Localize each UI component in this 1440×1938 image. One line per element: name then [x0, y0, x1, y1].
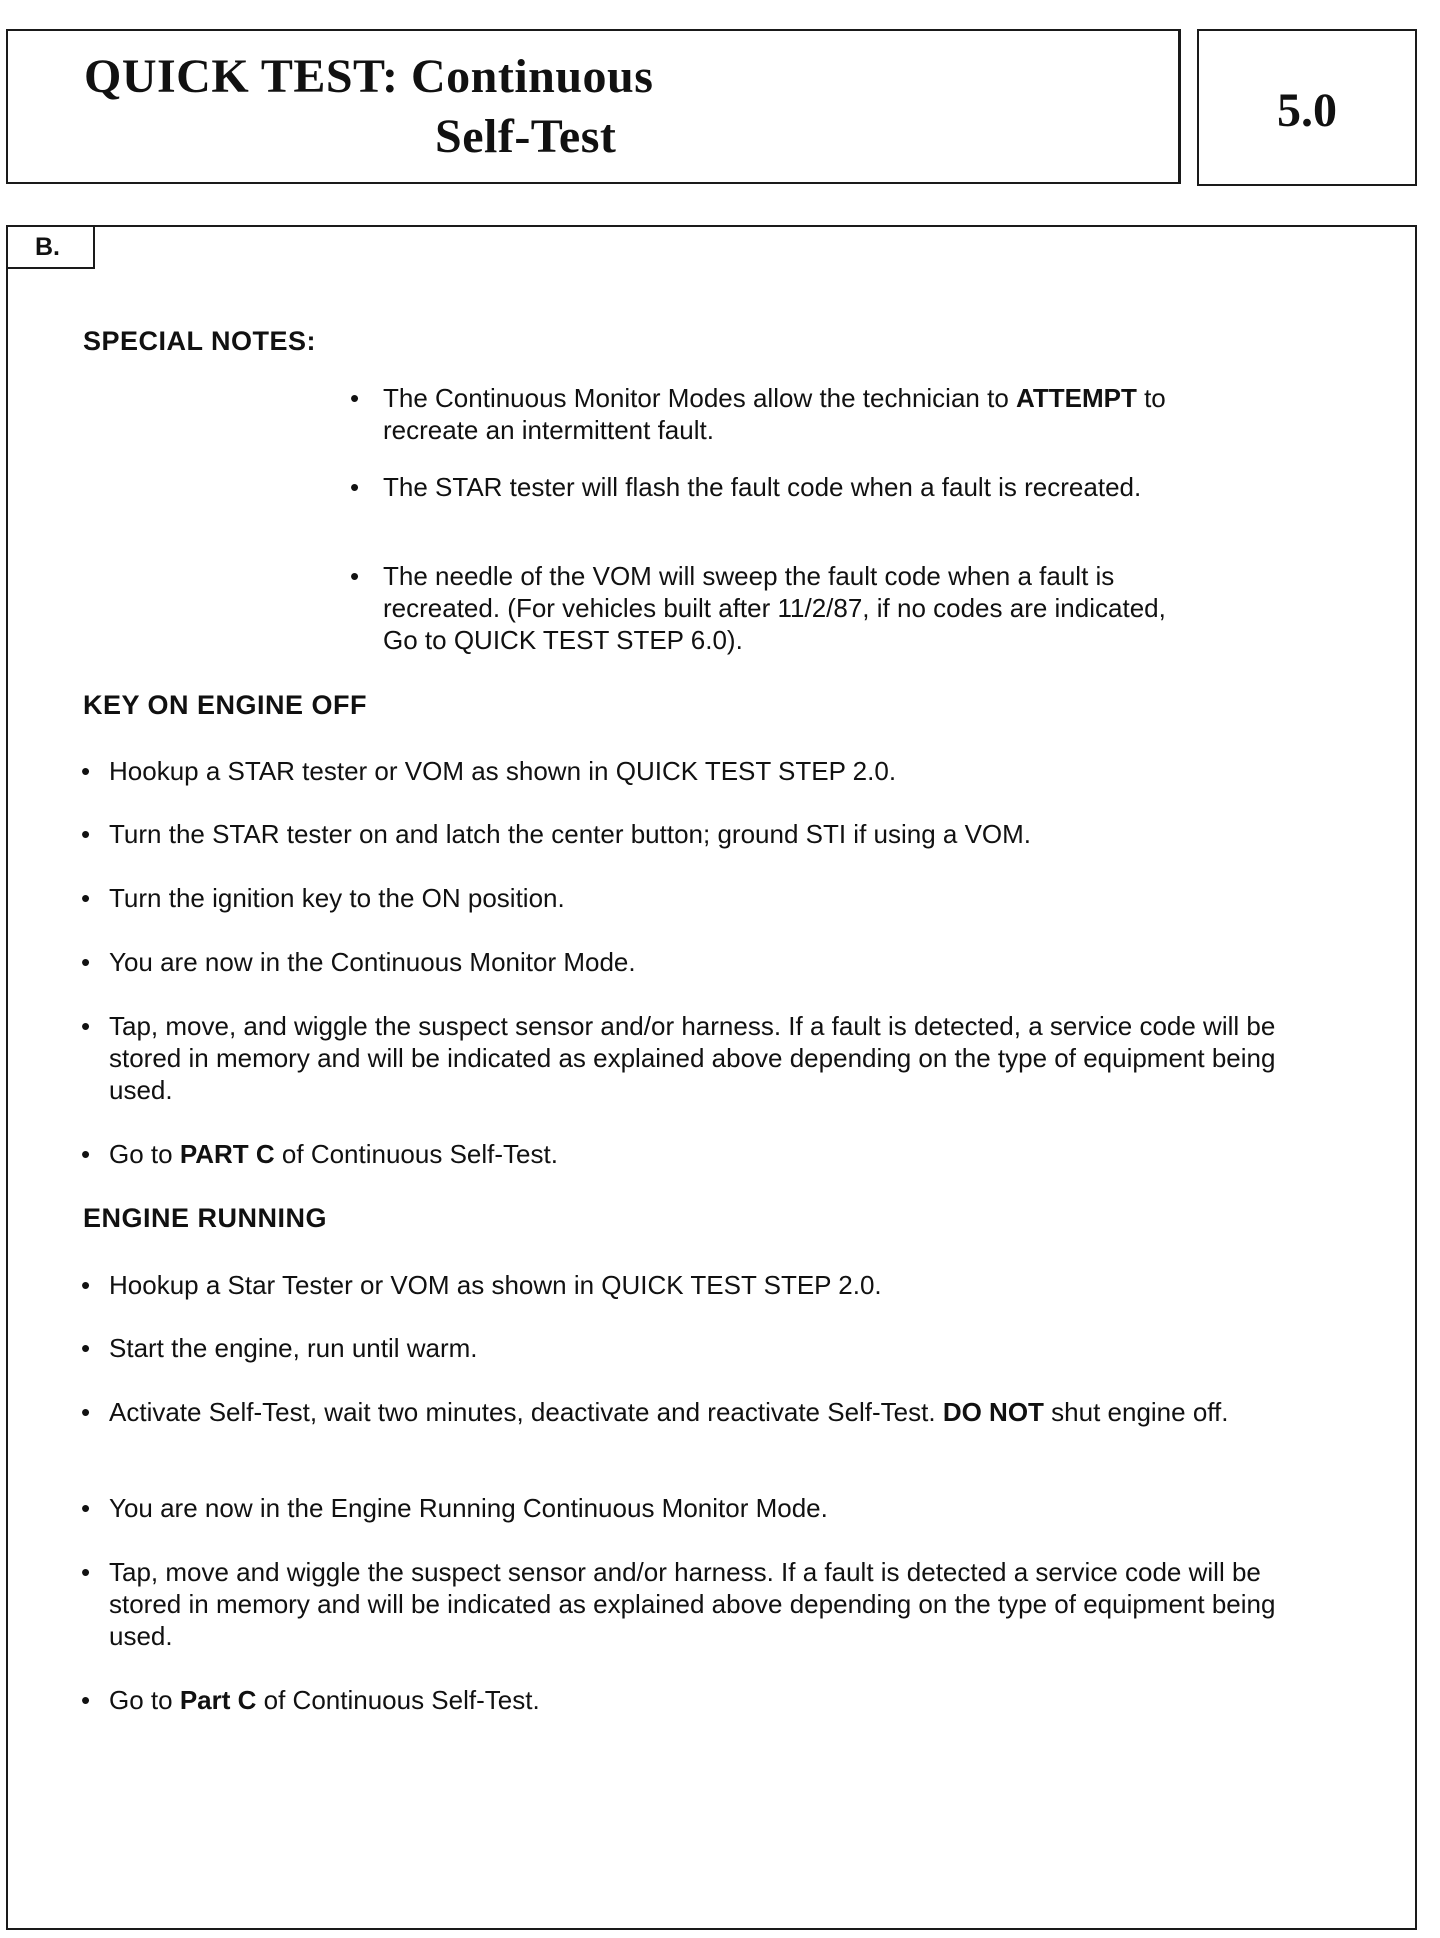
bullet-icon: • [81, 819, 91, 849]
list-item: • Go to PART C of Continuous Self-Test. [81, 1139, 558, 1169]
special-note: • The STAR tester will flash the fault code when a fault is recreated. [350, 472, 1142, 502]
bullet-icon: • [81, 883, 91, 913]
engine-running-heading: ENGINE RUNNING [83, 1203, 328, 1233]
list-item: • Turn the ignition key to the ON position. [81, 883, 565, 913]
section-tag: B. [6, 225, 95, 269]
bullet-icon: • [350, 561, 360, 591]
bullet-icon: • [81, 1397, 91, 1427]
list-item: • You are now in the Continuous Monitor Mode. [81, 947, 636, 977]
bullet-icon: • [81, 1557, 91, 1587]
bullet-icon: • [81, 1333, 91, 1363]
list-item: • You are now in the Engine Running Continuous Monitor Mode. [81, 1493, 828, 1523]
bullet-icon: • [81, 1139, 91, 1169]
list-item: • Turn the STAR tester on and latch the center button; ground STI if using a VOM. [81, 819, 1032, 849]
title-box [6, 29, 1181, 184]
bullet-icon: • [350, 383, 360, 413]
list-item: • Hookup a Star Tester or VOM as shown in QUICK TEST STEP 2.0. [81, 1270, 882, 1300]
page-title-line1: QUICK TEST: Continuous [84, 50, 654, 103]
key-on-engine-off-heading: KEY ON ENGINE OFF [83, 690, 368, 720]
special-note: • The Continuous Monitor Modes allow the technician to ATTEMPT to recreate an intermittent fault. [350, 383, 1166, 445]
list-item: • Tap, move, and wiggle the suspect sensor and/or harness. If a fault is detected, a service code will be stored in memory and will be indicated as explained above depending on the type of equipment being used. [81, 1011, 1276, 1105]
special-notes-heading: SPECIAL NOTES: [83, 326, 317, 356]
list-item: • Hookup a STAR tester or VOM as shown in QUICK TEST STEP 2.0. [81, 756, 897, 786]
page-title-line2: Self-Test [435, 110, 617, 163]
step-number-box [1197, 29, 1417, 186]
bullet-icon: • [81, 1270, 91, 1300]
step-number: 5.0 [1277, 84, 1337, 137]
bullet-icon: • [81, 1493, 91, 1523]
special-note: • The needle of the VOM will sweep the fault code when a fault is recreated. (For vehicles built after 11/2/87, if no codes are indicated, Go to QUICK TEST STEP 6.0). [350, 561, 1166, 655]
bullet-icon: • [81, 947, 91, 977]
bullet-icon: • [81, 756, 91, 786]
list-item: • Tap, move and wiggle the suspect sensor and/or harness. If a fault is detected a service code will be stored in memory and will be indicated as explained above depending on the type of equipment being used. [81, 1557, 1276, 1651]
bullet-icon: • [81, 1685, 91, 1715]
list-item: • Activate Self-Test, wait two minutes, deactivate and reactivate Self-Test. DO NOT shut engine off. [81, 1397, 1229, 1427]
bullet-icon: • [350, 472, 360, 502]
bullet-icon: • [81, 1011, 91, 1041]
list-item: • Start the engine, run until warm. [81, 1333, 478, 1363]
list-item: • Go to Part C of Continuous Self-Test. [81, 1685, 540, 1715]
